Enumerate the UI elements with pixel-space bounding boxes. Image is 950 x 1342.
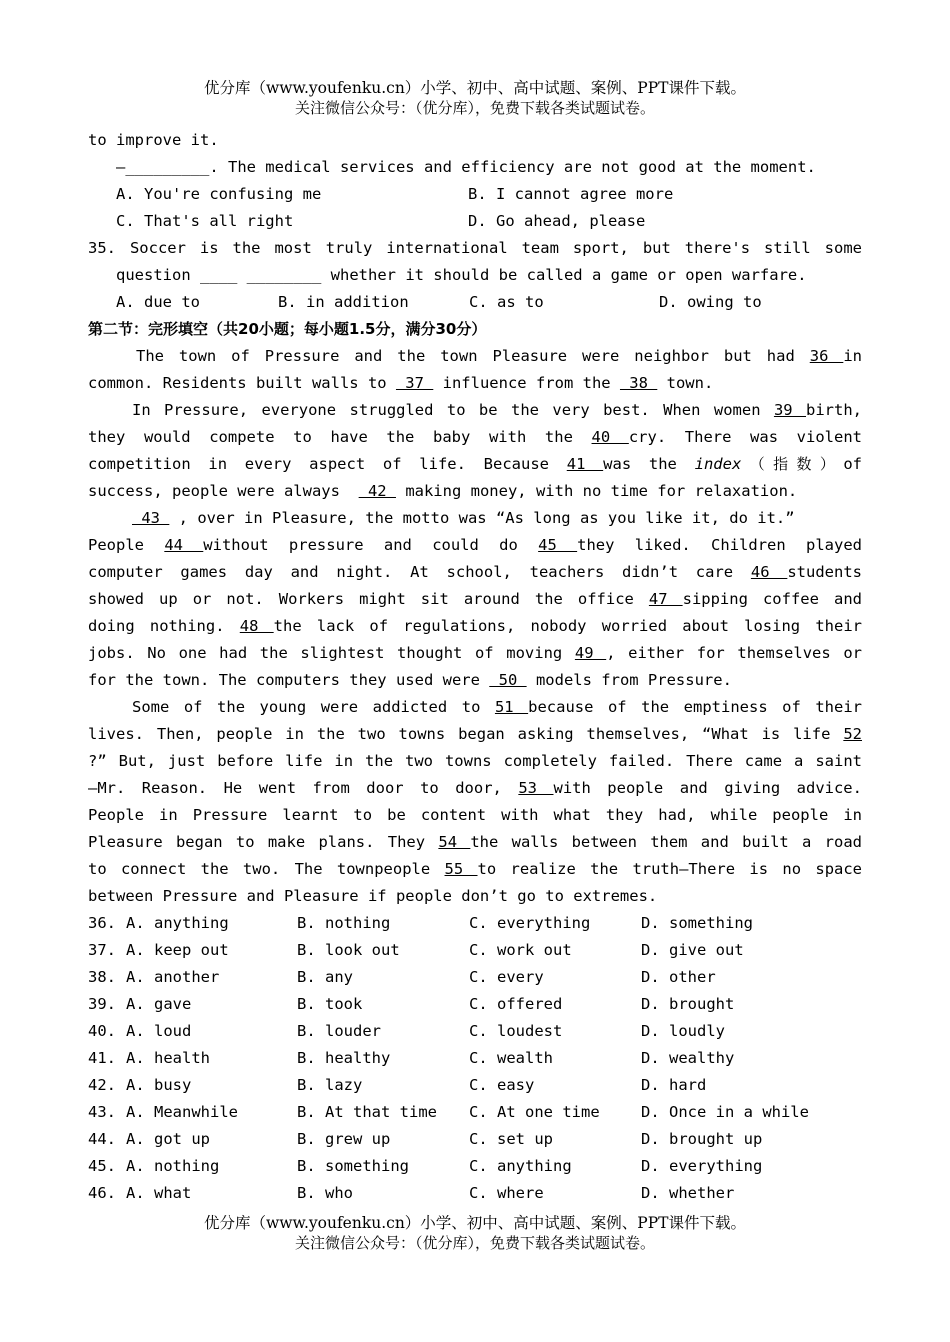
choice-row <box>88 1153 862 1180</box>
choice-option-c[interactable]: C. loudest <box>469 1022 563 1040</box>
blank-38[interactable]: 38 <box>619 374 658 392</box>
passage-text: Some of the young were addicted to <box>132 698 481 716</box>
choice-row <box>88 1099 862 1126</box>
blank-53[interactable]: 53 <box>518 779 554 797</box>
passage-text: of <box>843 455 862 473</box>
index-chinese: （指数） <box>741 455 844 473</box>
passage-text: in <box>843 347 862 365</box>
blank-43[interactable]: 43 <box>132 509 170 527</box>
page-footer <box>0 1213 950 1253</box>
choice-option-c[interactable]: C. work out <box>469 941 572 959</box>
passage-line <box>88 613 862 640</box>
choice-row <box>88 1018 862 1045</box>
choice-option-b[interactable]: B. look out <box>297 941 400 959</box>
footer-line-2: 关注微信公众号：（优分库），免费下载各类试题试卷。 <box>294 1234 655 1252</box>
passage-text: making money, with no time for relaxation. <box>405 482 798 500</box>
choice-option-b[interactable]: B. lazy <box>297 1076 363 1094</box>
passage-text: jobs. No one had the slightest thought of moving <box>88 644 563 662</box>
choice-list <box>88 910 862 1207</box>
choice-option-d[interactable]: D. something <box>641 914 753 932</box>
choice-row <box>88 991 862 1018</box>
choice-option-d[interactable]: D. brought <box>641 995 735 1013</box>
passage-text: students <box>787 563 862 581</box>
choice-option-b[interactable]: B. nothing <box>297 914 391 932</box>
choice-number: 40. <box>88 1022 116 1040</box>
choice-option-b[interactable]: B. healthy <box>297 1049 391 1067</box>
choice-option-a[interactable]: A. anything <box>126 914 229 932</box>
passage-line <box>88 559 862 586</box>
choice-number: 36. <box>88 914 116 932</box>
passage-text: the walls between them and built a road <box>470 833 862 851</box>
choice-option-d[interactable]: D. give out <box>641 941 744 959</box>
passage-line <box>88 586 862 613</box>
q35-option-c[interactable]: C. as to <box>469 293 544 311</box>
choice-option-c[interactable]: C. where <box>469 1184 544 1202</box>
choice-option-d[interactable]: D. brought up <box>641 1130 763 1148</box>
passage-line <box>88 775 862 802</box>
choice-number: 44. <box>88 1130 116 1148</box>
passage-text: town. <box>666 374 714 392</box>
choice-option-a[interactable]: A. keep out <box>126 941 229 959</box>
exam-content <box>88 127 862 1207</box>
blank-37[interactable]: 37 <box>395 374 434 392</box>
blank-39[interactable]: 39 <box>773 401 806 419</box>
choice-option-b[interactable]: B. any <box>297 968 353 986</box>
section-title: 第二节：完形填空（共20小题；每小题1.5分，满分30分） <box>88 320 487 338</box>
passage-text: —Mr. Reason. He went from door to door, <box>88 779 502 797</box>
choice-option-d[interactable]: D. everything <box>641 1157 763 1175</box>
passage-line <box>88 694 862 721</box>
blank-36[interactable]: 36 <box>809 347 844 365</box>
passage-text: because of the emptiness of their <box>528 698 862 716</box>
passage-line <box>88 397 862 424</box>
passage-text: competition in every aspect of life. Because <box>88 455 550 473</box>
passage-text: doing nothing. <box>88 617 225 635</box>
choice-option-d[interactable]: D. loudly <box>641 1022 725 1040</box>
passage-text: cry. There was violent <box>628 428 862 446</box>
blank-48[interactable]: 48 <box>239 617 274 635</box>
passage-text: success, people were always <box>88 482 340 500</box>
blank-47[interactable]: 47 <box>648 590 683 608</box>
blank-51[interactable]: 51 <box>494 698 529 716</box>
blank-50[interactable]: 50 <box>489 671 527 689</box>
choice-option-d[interactable]: D. hard <box>641 1076 707 1094</box>
passage-line <box>88 505 862 532</box>
choice-option-c[interactable]: C. easy <box>469 1076 535 1094</box>
q35-options <box>88 289 862 316</box>
passage-line <box>88 667 862 694</box>
passage-line <box>88 856 862 883</box>
q35-stem-line-2 <box>88 262 862 289</box>
q35-blank[interactable]: ____ ________ <box>200 266 322 284</box>
q34-option-b[interactable]: B. I cannot agree more <box>468 185 674 203</box>
choice-option-d[interactable]: D. whether <box>641 1184 735 1202</box>
passage-text: sipping coffee and <box>682 590 862 608</box>
passage-text: birth, <box>806 401 862 419</box>
passage-text: The town of Pressure and the town Pleasure were neighbor but had <box>136 347 795 365</box>
choice-row <box>88 1180 862 1207</box>
blank-49[interactable]: 49 <box>574 644 607 662</box>
passage-text: they liked. Children played <box>577 536 862 554</box>
q34-tail: to improve it. <box>88 131 219 149</box>
passage-text: models from Pressure. <box>535 671 732 689</box>
passage-line <box>88 424 862 451</box>
blank-40[interactable]: 40 <box>591 428 629 446</box>
blank-55[interactable]: 55 <box>444 860 478 878</box>
choice-number: 39. <box>88 995 116 1013</box>
q35-stem-line-1: 35. Soccer is the most truly international team sport, but there's still some <box>88 239 862 257</box>
choice-row <box>88 937 862 964</box>
choice-number: 43. <box>88 1103 116 1121</box>
choice-number: 41. <box>88 1049 116 1067</box>
choice-option-c[interactable]: C. offered <box>469 995 563 1013</box>
choice-option-b[interactable]: B. louder <box>297 1022 381 1040</box>
passage-text: , over in Pleasure, the motto was “As long as you like it, do it.” <box>178 509 795 527</box>
choice-number: 46. <box>88 1184 116 1202</box>
passage-text: with people and giving advice. <box>553 779 862 797</box>
q34-response: —_________. The medical services and efficiency are not good at the moment. <box>116 158 816 176</box>
blank-46[interactable]: 46 <box>750 563 788 581</box>
choice-option-d[interactable]: D. other <box>641 968 716 986</box>
choice-option-a[interactable]: A. loud <box>126 1022 192 1040</box>
choice-row <box>88 1126 862 1153</box>
passage-line <box>88 451 862 478</box>
choice-number: 37. <box>88 941 116 959</box>
choice-option-a[interactable]: A. nothing <box>126 1157 220 1175</box>
passage-line <box>88 532 862 559</box>
blank-42[interactable]: 42 <box>358 482 396 500</box>
choice-number: 45. <box>88 1157 116 1175</box>
passage-line: People in Pressure learnt to be content with what they had, while people in <box>88 806 862 824</box>
choice-option-c[interactable]: C. At one time <box>469 1103 600 1121</box>
passage-text: computer games day and night. At school, teachers didn’t care <box>88 563 734 581</box>
choice-option-c[interactable]: C. anything <box>469 1157 572 1175</box>
passage-text: lives. Then, people in the two towns began asking themselves, “What is life <box>88 725 831 743</box>
passage-text: to realize the truth—There is no space <box>477 860 862 878</box>
passage-text: the lack of regulations, nobody worried about losing their <box>273 617 862 635</box>
choice-option-b[interactable]: B. who <box>297 1184 353 1202</box>
choice-option-a[interactable]: A. what <box>126 1184 192 1202</box>
choice-number: 38. <box>88 968 116 986</box>
passage-line <box>88 370 862 397</box>
blank-45[interactable]: 45 <box>538 536 578 554</box>
passage-text: showed up or not. Workers might sit around the office <box>88 590 634 608</box>
q35-option-b[interactable]: B. in addition <box>278 293 409 311</box>
header-line-1: 优分库（www.youfenku.cn）小学、初中、高中试题、案例、PPT课件下载。 <box>203 79 747 97</box>
q34-options-row-2 <box>88 208 862 235</box>
blank-41[interactable]: 41 <box>566 455 604 473</box>
passage-text: influence from the <box>442 374 611 392</box>
passage-line: ?” But, just before life in the two towns completely failed. There came a saint <box>88 752 862 770</box>
passage-line <box>88 721 862 748</box>
passage-text: they would compete to have the baby with the <box>88 428 573 446</box>
q34-option-a[interactable]: A. You're confusing me <box>116 185 322 203</box>
choice-option-b[interactable]: B. At that time <box>297 1103 437 1121</box>
choice-option-c[interactable]: C. every <box>469 968 544 986</box>
passage-text: People <box>88 536 144 554</box>
q35-text-pre: question <box>116 266 200 284</box>
choice-option-c[interactable]: C. everything <box>469 914 591 932</box>
choice-option-a[interactable]: A. got up <box>126 1130 210 1148</box>
choice-row <box>88 1072 862 1099</box>
passage-line <box>88 829 862 856</box>
blank-52[interactable]: 52 <box>843 725 862 743</box>
choice-option-a[interactable]: A. gave <box>126 995 192 1013</box>
choice-option-c[interactable]: C. wealth <box>469 1049 553 1067</box>
passage-line <box>88 478 862 505</box>
footer-line-1: 优分库（www.youfenku.cn）小学、初中、高中试题、案例、PPT课件下载。 <box>203 1214 747 1232</box>
choice-option-b[interactable]: B. took <box>297 995 363 1013</box>
passage-text: without pressure and could do <box>203 536 518 554</box>
passage-text: common. Residents built walls to <box>88 374 387 392</box>
passage-line <box>88 343 862 370</box>
choice-number: 42. <box>88 1076 116 1094</box>
choice-option-d[interactable]: D. wealthy <box>641 1049 735 1067</box>
choice-option-a[interactable]: A. another <box>126 968 220 986</box>
choice-option-a[interactable]: A. busy <box>126 1076 192 1094</box>
choice-option-c[interactable]: C. set up <box>469 1130 553 1148</box>
passage-text: to connect the two. The townpeople <box>88 860 431 878</box>
q34-options-row-1 <box>88 181 862 208</box>
passage-text: Pleasure began to make plans. They <box>88 833 426 851</box>
q35-option-a[interactable]: A. due to <box>116 293 200 311</box>
choice-option-a[interactable]: A. health <box>126 1049 210 1067</box>
passage-line: between Pressure and Pleasure if people don’t go to extremes. <box>88 887 658 905</box>
page-header <box>0 78 950 118</box>
header-line-2: 关注微信公众号：（优分库），免费下载各类试题试卷。 <box>294 99 655 117</box>
blank-44[interactable]: 44 <box>164 536 204 554</box>
choice-row <box>88 964 862 991</box>
choice-option-b[interactable]: B. something <box>297 1157 409 1175</box>
choice-row <box>88 1045 862 1072</box>
passage-text: for the town. The computers they used were <box>88 671 480 689</box>
passage-text: was the <box>603 455 677 473</box>
passage-text: , either for themselves or <box>606 644 862 662</box>
q35-option-d[interactable]: D. owing to <box>659 293 762 311</box>
passage-line <box>88 640 862 667</box>
q35-text-post: whether it should be called a game or open warfare. <box>321 266 807 284</box>
choice-option-b[interactable]: B. grew up <box>297 1130 391 1148</box>
choice-option-a[interactable]: A. Meanwhile <box>126 1103 238 1121</box>
blank-54[interactable]: 54 <box>438 833 471 851</box>
index-word: index <box>694 455 742 473</box>
q34-option-c[interactable]: C. That's all right <box>116 212 294 230</box>
q34-option-d[interactable]: D. Go ahead, please <box>468 212 646 230</box>
choice-row <box>88 910 862 937</box>
passage-text: In Pressure, everyone struggled to be the very best. When women <box>132 401 761 419</box>
choice-option-d[interactable]: D. Once in a while <box>641 1103 809 1121</box>
